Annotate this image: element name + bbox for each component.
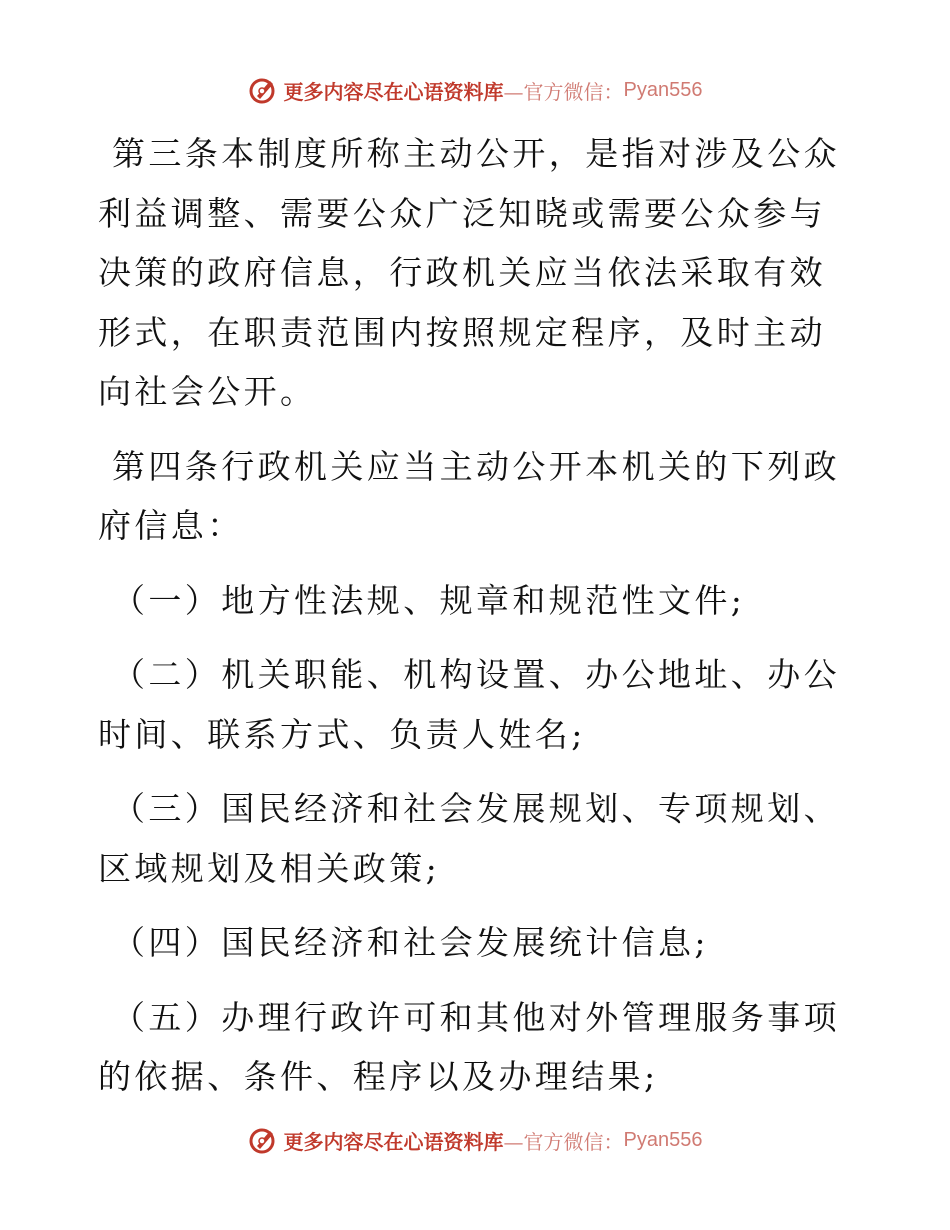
footer-watermark [0, 1122, 950, 1158]
list-item-2: （二）机关职能、机构设置、办公地址、办公时间、联系方式、负责人姓名; [98, 655, 840, 754]
document-body [98, 124, 858, 1122]
article-3-paragraph: 第三条本制度所称主动公开，是指对涉及公众利益调整、需要公众广泛知晓或需要公众参与决策的政府信息，行政机关应当依法采取有效形式，在职责范围内按照规定程序，及时主动向社会公开。 [98, 134, 840, 411]
list-item-1: （一）地方性法规、规章和规范性文件; [112, 580, 746, 620]
watermark-contact-text: —官方微信： [503, 79, 624, 104]
pen-logo-icon [248, 75, 278, 105]
pen-logo-icon [248, 1125, 278, 1155]
watermark-contact-text: —官方微信： [503, 1129, 624, 1154]
header-watermark [0, 72, 950, 108]
watermark-main-text: 更多内容尽在心语资料库 [283, 1129, 504, 1154]
article-4-paragraph: 第四条行政机关应当主动公开本机关的下列政府信息： [98, 446, 840, 545]
watermark-wechat-id: Pyan556 [623, 1128, 703, 1151]
list-item-5: （五）办理行政许可和其他对外管理服务事项的依据、条件、程序以及办理结果; [98, 997, 840, 1096]
list-item-3: （三）国民经济和社会发展规划、专项规划、区域规划及相关政策; [98, 789, 840, 888]
watermark-main-text: 更多内容尽在心语资料库 [283, 79, 504, 104]
list-item-4: （四）国民经济和社会发展统计信息; [112, 923, 709, 962]
watermark-wechat-id: Pyan556 [623, 78, 703, 101]
